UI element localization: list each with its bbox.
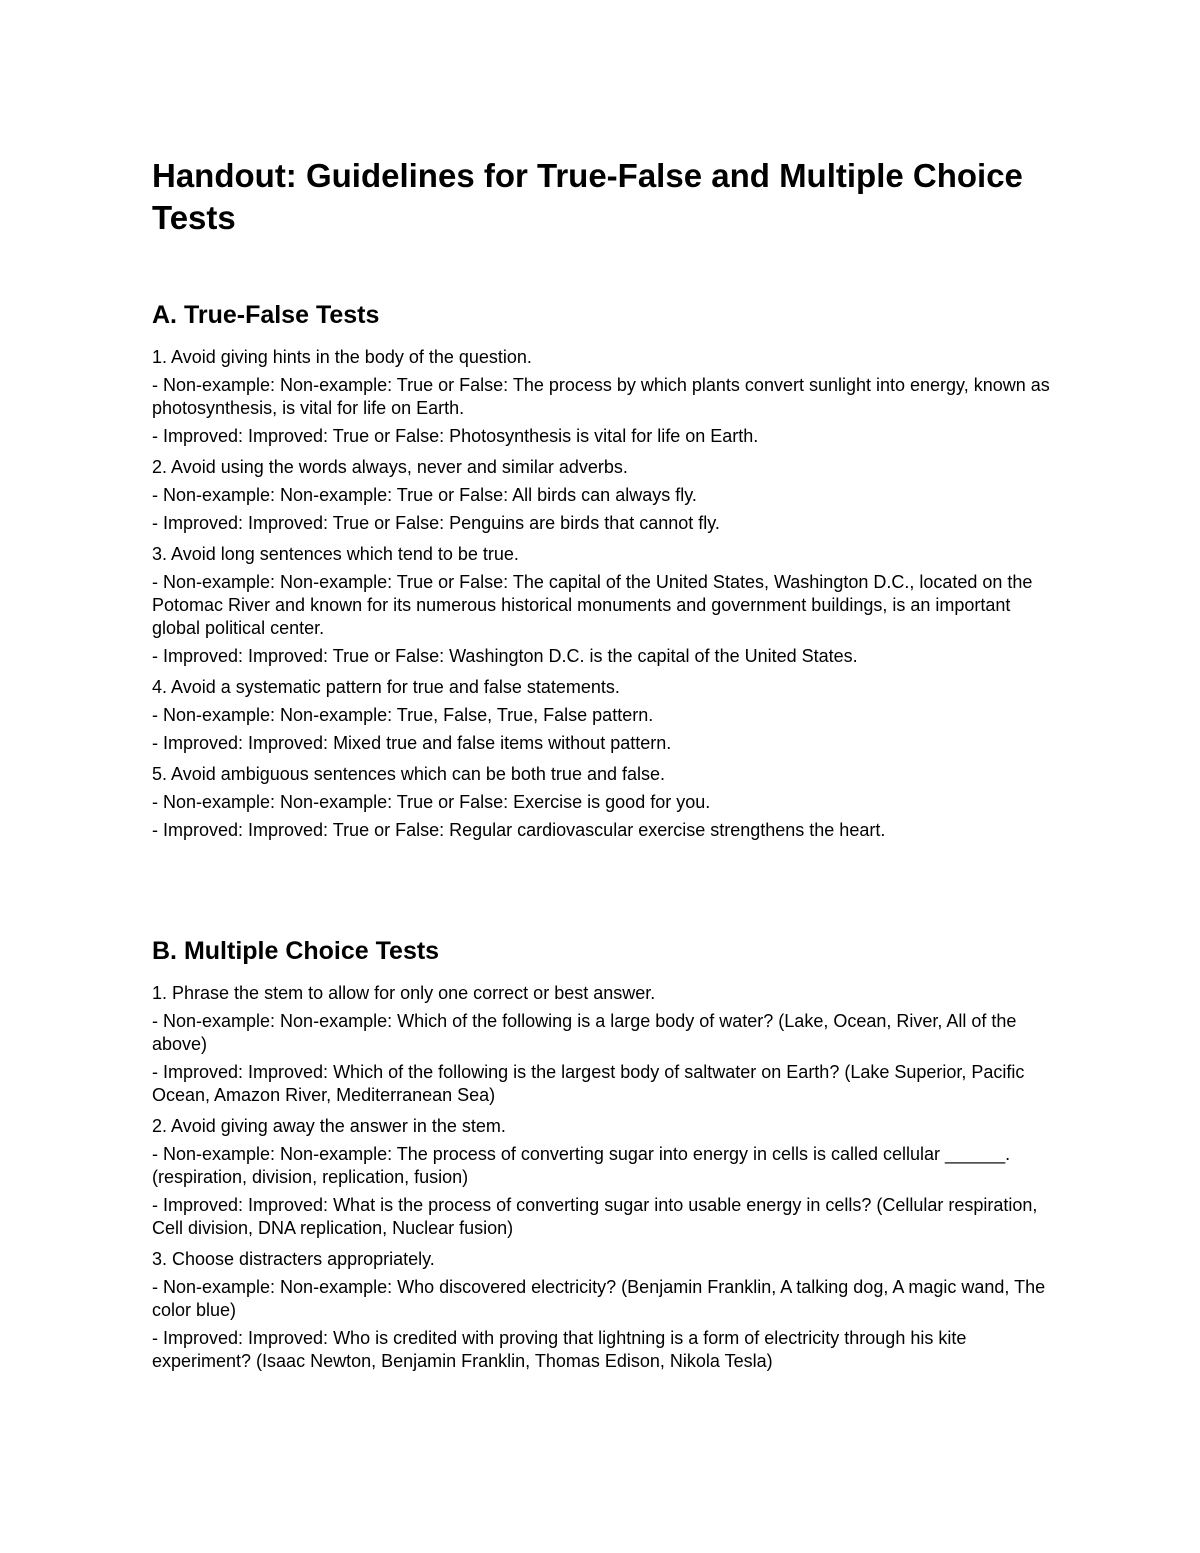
guideline-non-example: - Non-example: Non-example: True or False: The capital of the United States, Washington D.C., located on the Potomac River and known for its numerous historical monuments and government buildings, is an important global political center. <box>152 572 1033 638</box>
guideline-non-example: - Non-example: Non-example: True or False: All birds can always fly. <box>152 485 697 505</box>
page-title: Handout: Guidelines for True-False and Multiple Choice Tests <box>152 157 1023 236</box>
section-multiple-choice <box>152 982 1052 1381</box>
guideline-item <box>152 982 1052 1107</box>
guideline-rule: 2. Avoid using the words always, never and similar adverbs. <box>152 457 628 477</box>
guideline-non-example: - Non-example: Non-example: Which of the following is a large body of water? (Lake, Ocean, River, All of the above) <box>152 1011 1017 1054</box>
guideline-improved: - Improved: Improved: Mixed true and false items without pattern. <box>152 733 672 753</box>
guideline-non-example: - Non-example: Non-example: True or False: Exercise is good for you. <box>152 792 711 812</box>
guideline-improved: - Improved: Improved: True or False: Penguins are birds that cannot fly. <box>152 513 720 533</box>
guideline-non-example: - Non-example: Non-example: Who discovered electricity? (Benjamin Franklin, A talking dog, A magic wand, The color blue) <box>152 1277 1046 1320</box>
section-true-false <box>152 346 1052 850</box>
guideline-rule: 3. Avoid long sentences which tend to be true. <box>152 544 519 564</box>
guideline-non-example: - Non-example: Non-example: The process of converting sugar into energy in cells is called cellular ______. (respiration, division, replication, fusion) <box>152 1144 1011 1187</box>
guideline-item <box>152 1248 1052 1373</box>
guideline-item <box>152 676 1052 755</box>
guideline-improved: - Improved: Improved: True or False: Regular cardiovascular exercise strengthens the heart. <box>152 820 886 840</box>
guideline-rule: 3. Choose distracters appropriately. <box>152 1249 435 1269</box>
guideline-rule: 2. Avoid giving away the answer in the stem. <box>152 1116 506 1136</box>
guideline-rule: 1. Phrase the stem to allow for only one correct or best answer. <box>152 983 656 1003</box>
guideline-item <box>152 763 1052 842</box>
guideline-rule: 1. Avoid giving hints in the body of the question. <box>152 347 532 367</box>
guideline-rule: 5. Avoid ambiguous sentences which can be both true and false. <box>152 764 666 784</box>
section-heading-multiple-choice: B. Multiple Choice Tests <box>152 937 440 965</box>
section-heading-true-false: A. True-False Tests <box>152 301 380 329</box>
guideline-improved: - Improved: Improved: What is the process of converting sugar into usable energy in cells? (Cellular respiration, Cell division, DNA replication, Nuclear fusion) <box>152 1195 1038 1238</box>
guideline-non-example: - Non-example: Non-example: True or False: The process by which plants convert sunlight into energy, known as photosynthesis, is vital for life on Earth. <box>152 375 1050 418</box>
guideline-item <box>152 456 1052 535</box>
guideline-item <box>152 543 1052 668</box>
guideline-item <box>152 346 1052 448</box>
guideline-rule: 4. Avoid a systematic pattern for true and false statements. <box>152 677 620 697</box>
guideline-non-example: - Non-example: Non-example: True, False, True, False pattern. <box>152 705 654 725</box>
guideline-improved: - Improved: Improved: Which of the following is the largest body of saltwater on Earth? (Lake Superior, Pacific Ocean, Amazon River, Mediterranean Sea) <box>152 1062 1025 1105</box>
guideline-item <box>152 1115 1052 1240</box>
guideline-improved: - Improved: Improved: True or False: Photosynthesis is vital for life on Earth. <box>152 426 759 446</box>
guideline-improved: - Improved: Improved: True or False: Washington D.C. is the capital of the United States. <box>152 646 858 666</box>
guideline-improved: - Improved: Improved: Who is credited with proving that lightning is a form of electricity through his kite experiment? (Isaac Newton, Benjamin Franklin, Thomas Edison, Nikola Tesla) <box>152 1328 967 1371</box>
